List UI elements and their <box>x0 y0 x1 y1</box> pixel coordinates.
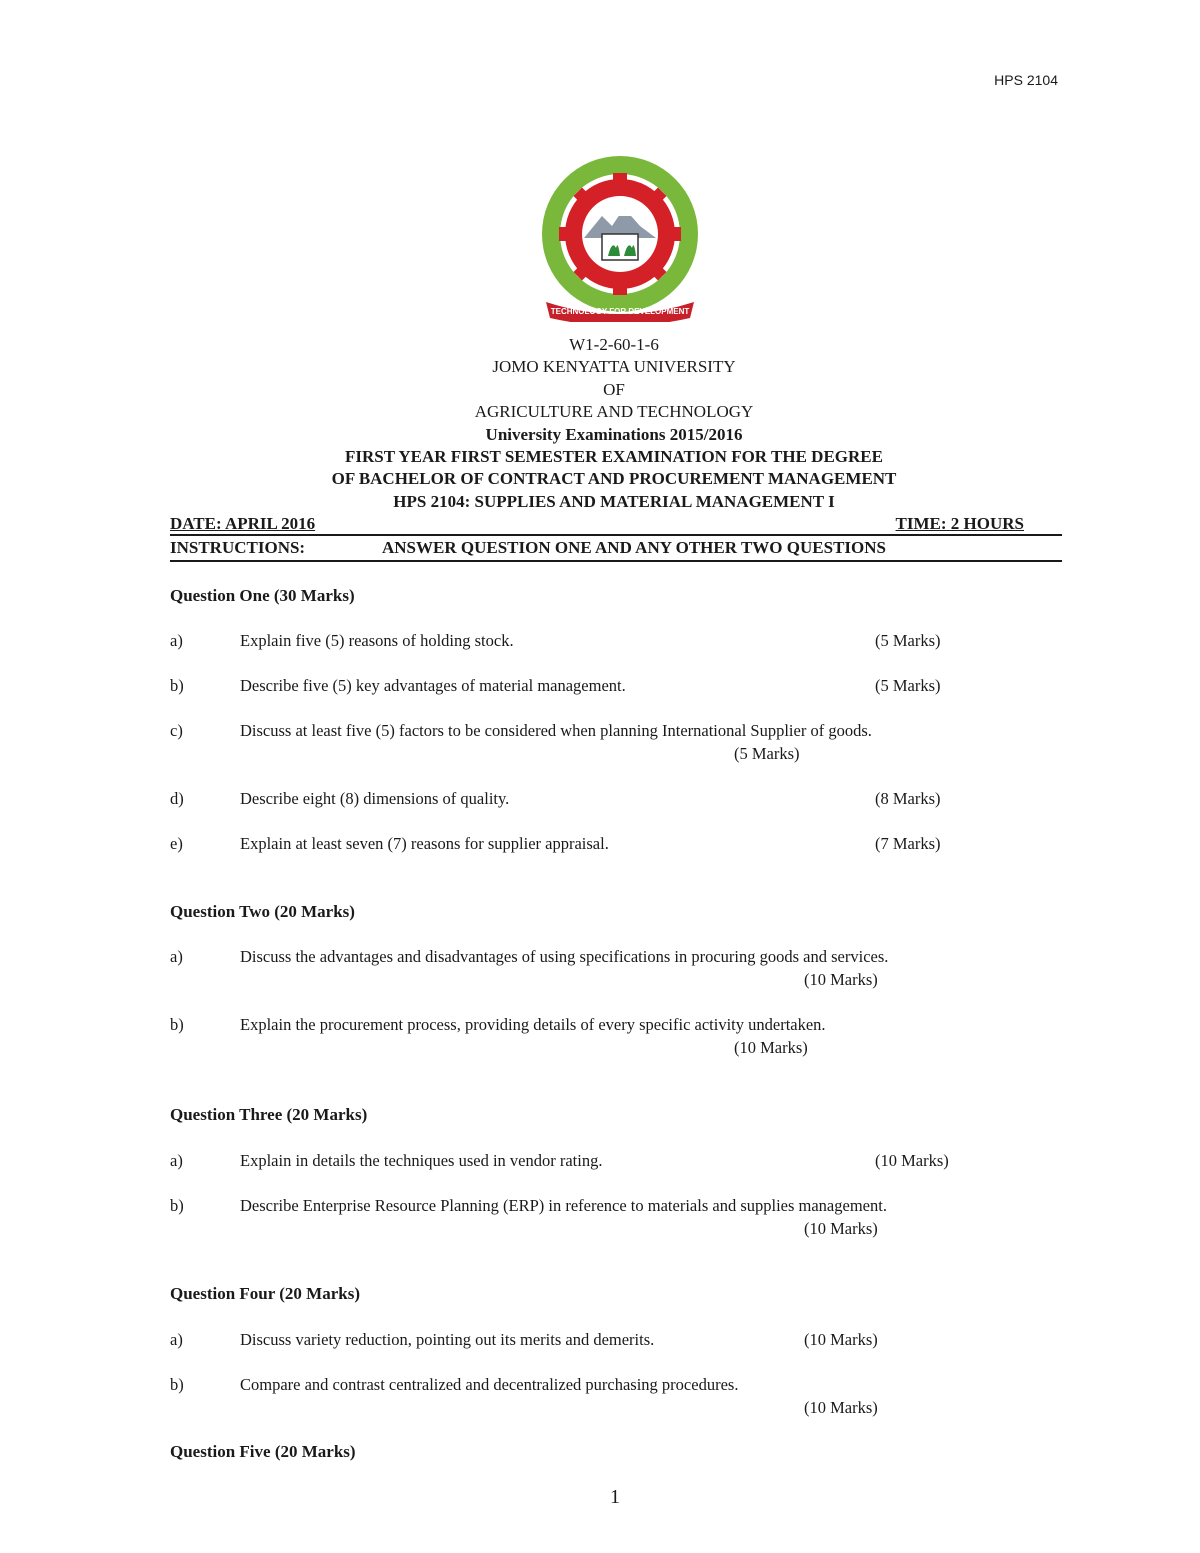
exam-date: DATE: APRIL 2016 <box>170 514 316 533</box>
item-marks: (10 Marks) <box>804 970 878 989</box>
instructions-text: ANSWER QUESTION ONE AND ANY OTHER TWO QUESTIONS <box>382 538 886 557</box>
page-number: 1 <box>610 1486 620 1508</box>
exam-degree-line1: FIRST YEAR FIRST SEMESTER EXAMINATION FOR THE DEGREE <box>345 447 883 467</box>
item-text: Explain at least seven (7) reasons for supplier appraisal. <box>240 834 609 853</box>
item-text: Explain five (5) reasons of holding stock. <box>240 631 514 650</box>
instructions-label: INSTRUCTIONS: <box>170 538 306 557</box>
item-marks: (10 Marks) <box>875 1151 949 1170</box>
item-letter: e) <box>170 834 183 853</box>
item-letter: d) <box>170 789 184 808</box>
question-item <box>170 1195 1000 1241</box>
item-letter: b) <box>170 1375 184 1394</box>
item-marks: (8 Marks) <box>875 789 941 808</box>
question-item <box>170 1014 1000 1060</box>
svg-text:TECHNOLOGY FOR DEVELOPMENT: TECHNOLOGY FOR DEVELOPMENT <box>550 307 690 316</box>
item-marks: (10 Marks) <box>804 1330 878 1349</box>
item-text: Compare and contrast centralized and decentralized purchasing procedures. <box>240 1375 739 1394</box>
item-letter: b) <box>170 1015 184 1034</box>
item-letter: a) <box>170 631 183 650</box>
question-item <box>170 1374 1000 1420</box>
exam-degree-line2: OF BACHELOR OF CONTRACT AND PROCUREMENT MANAGEMENT <box>331 469 897 489</box>
item-marks: (10 Marks) <box>804 1398 878 1417</box>
question-item <box>170 720 1000 766</box>
university-logo <box>536 156 704 322</box>
item-text: Describe five (5) key advantages of material management. <box>240 676 626 695</box>
item-marks: (5 Marks) <box>875 631 941 650</box>
item-letter: a) <box>170 947 183 966</box>
university-name-of: OF <box>603 379 625 399</box>
item-text: Discuss variety reduction, pointing out its merits and demerits. <box>240 1330 655 1349</box>
item-marks: (5 Marks) <box>734 744 800 763</box>
exam-session: University Examinations 2015/2016 <box>485 424 743 444</box>
university-seal-icon <box>536 156 704 322</box>
item-marks: (5 Marks) <box>875 676 941 695</box>
question-item <box>170 946 1000 992</box>
item-text: Describe Enterprise Resource Planning (ERP) in reference to materials and supplies management. <box>240 1196 887 1215</box>
course-title: HPS 2104: SUPPLIES AND MATERIAL MANAGEMENT I <box>393 491 835 511</box>
question-one-heading: Question One (30 Marks) <box>170 586 355 605</box>
exam-time: TIME: 2 HOURS <box>895 514 1024 533</box>
item-text: Describe eight (8) dimensions of quality. <box>240 789 510 808</box>
instructions-row <box>170 538 1062 562</box>
university-name: JOMO KENYATTA UNIVERSITY <box>492 357 736 377</box>
question-three-heading: Question Three (20 Marks) <box>170 1105 368 1124</box>
date-time-row <box>170 514 1062 536</box>
item-marks: (10 Marks) <box>804 1219 878 1238</box>
item-letter: a) <box>170 1151 183 1170</box>
question-four-heading: Question Four (20 Marks) <box>170 1284 360 1303</box>
item-text: Discuss the advantages and disadvantages of using specifications in procuring goods and services. <box>240 947 889 966</box>
exam-code: W1-2-60-1-6 <box>569 335 659 354</box>
header-course-code: HPS 2104 <box>994 72 1058 88</box>
exam-title-block <box>0 334 1200 513</box>
item-text: Explain in details the techniques used in vendor rating. <box>240 1151 603 1170</box>
item-marks: (10 Marks) <box>734 1038 808 1057</box>
question-two-heading: Question Two (20 Marks) <box>170 902 355 921</box>
item-letter: b) <box>170 1196 184 1215</box>
item-letter: b) <box>170 676 184 695</box>
item-marks: (7 Marks) <box>875 834 941 853</box>
question-five-heading: Question Five (20 Marks) <box>170 1442 356 1461</box>
item-text: Discuss at least five (5) factors to be considered when planning International Supplier of goods. <box>240 721 872 740</box>
item-letter: a) <box>170 1330 183 1349</box>
item-letter: c) <box>170 721 183 740</box>
university-name-agri: AGRICULTURE AND TECHNOLOGY <box>474 402 754 422</box>
item-text: Explain the procurement process, providing details of every specific activity undertaken. <box>240 1015 826 1034</box>
